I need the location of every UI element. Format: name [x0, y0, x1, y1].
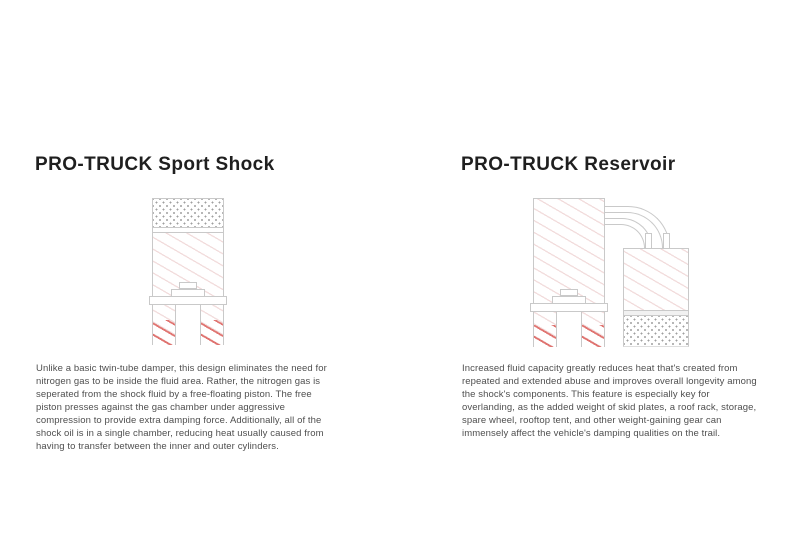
piston-valve-base: [171, 289, 205, 296]
reservoir-fluid-section: [623, 248, 689, 310]
lower-cylinder-section: [152, 305, 224, 345]
red-accent-hatch: [201, 320, 223, 345]
red-accent-hatch: [153, 320, 175, 345]
piston-head: [530, 303, 608, 312]
red-accent-hatch: [582, 325, 604, 347]
sport-shock-title: PRO-TRUCK Sport Shock: [35, 154, 275, 175]
sport-shock-description: Unlike a basic twin-tube damper, this design eliminates the need for nitrogen gas to be inside the fluid area. Rather, the nitrogen gas is seperated from the shock fluid by a free-floating piston. The free piston presses against the gas chamber under aggressive compression to provide extra damping force. Additionally, all of the shock oil is in a single chamber, reducing heat usually caused from having to transfer between the inner and outer cylinders.: [36, 363, 327, 452]
reservoir-title: PRO-TRUCK Reservoir: [461, 154, 676, 175]
piston-valve-cap: [179, 282, 197, 289]
gas-chamber-section: [152, 198, 224, 228]
seal-block-left: [152, 305, 176, 345]
reservoir-shock-main-cylinder: [533, 198, 605, 347]
reservoir-inlet-stub: [663, 233, 670, 248]
piston-rod: [176, 305, 200, 345]
seal-block-right: [581, 312, 605, 347]
red-accent-hatch: [534, 325, 556, 347]
reservoir-gas-section: [623, 316, 689, 347]
piston-head: [149, 296, 227, 305]
piston-valve-cap: [560, 289, 578, 296]
reservoir-inlet-stub: [645, 233, 652, 248]
piston-valve-base: [552, 296, 586, 303]
piston-rod: [557, 312, 581, 347]
oil-chamber-section: [533, 198, 605, 303]
seal-block-left: [533, 312, 557, 347]
seal-block-right: [200, 305, 224, 345]
oil-chamber-section: [152, 233, 224, 296]
lower-cylinder-section: [533, 312, 605, 347]
reservoir-description: Increased fluid capacity greatly reduces heat that's created from repeated and extended abuse and improves overall longevity among the shock's components. This feature is especially key for overlanding, as the added weight of skid plates, a roof rack, storage, spare wheel, rooftop tent, and other weight-gaining gear can immensely affect the vehicle's damping qualities on the trail.: [462, 363, 757, 439]
sport-shock-diagram: [152, 198, 224, 345]
remote-reservoir: [623, 248, 689, 347]
